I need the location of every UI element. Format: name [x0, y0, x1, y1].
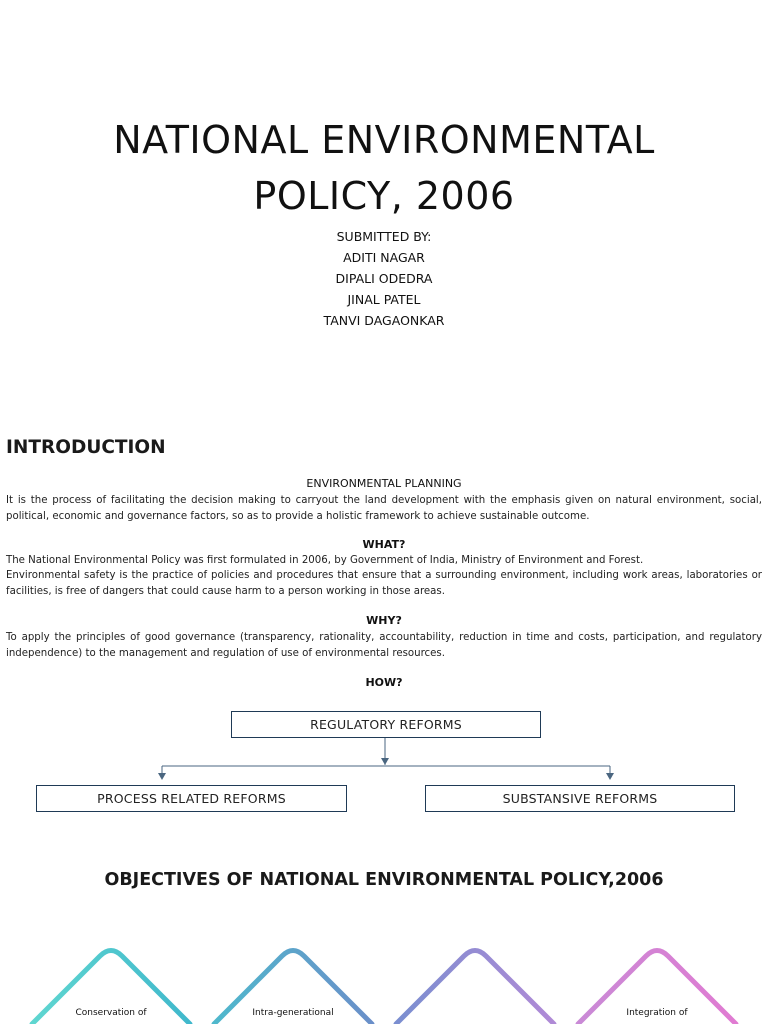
main-title-line1: NATIONAL ENVIRONMENTAL	[113, 118, 655, 162]
env-planning-heading: ENVIRONMENTAL PLANNING	[306, 477, 462, 490]
what-heading: WHAT?	[362, 538, 406, 551]
how-heading: HOW?	[365, 676, 403, 689]
what-text-2: Environmental safety is the practice of policies and procedures that ensure that a surrounding environment, including work areas, laboratories or facilities, is free of dangers that could cause harm to a person working in those areas.	[6, 570, 762, 597]
author-name: TANVI DAGAONKAR	[323, 313, 445, 328]
regulatory-reforms-label: REGULATORY REFORMS	[310, 717, 462, 732]
author-name: DIPALI ODEDRA	[335, 271, 433, 286]
main-title-line2: POLICY, 2006	[253, 174, 515, 218]
objectives-heading: OBJECTIVES OF NATIONAL ENVIRONMENTAL POLICY,2006	[104, 870, 664, 890]
objective-label: Conservation of	[75, 1008, 147, 1018]
objective-label: Intra-generational	[252, 1008, 334, 1018]
objective-diamond	[396, 951, 554, 1024]
process-reforms-box	[36, 785, 347, 812]
authors-block	[0, 226, 768, 331]
why-heading: WHY?	[366, 614, 402, 627]
what-text-1: The National Environmental Policy was first formulated in 2006, by Government of India, Ministry of Environment and Forest.	[6, 555, 644, 566]
main-title	[0, 112, 768, 224]
regulatory-reforms-box	[231, 711, 541, 738]
process-reforms-label: PROCESS RELATED REFORMS	[97, 791, 286, 806]
intro-heading: INTRODUCTION	[6, 437, 166, 458]
author-name: JINAL PATEL	[347, 292, 421, 307]
author-name: ADITI NAGAR	[343, 250, 425, 265]
objective-label: Integration of	[626, 1008, 688, 1018]
substansive-reforms-box	[425, 785, 735, 812]
title-slide	[0, 0, 768, 410]
why-text: To apply the principles of good governance (transparency, rationality, accountability, reduction in time and costs, participation, and regulatory independence) to the management and regulation of use of environmental resources.	[6, 632, 762, 659]
submitted-by-label: SUBMITTED BY:	[336, 229, 432, 244]
env-planning-text: It is the process of facilitating the decision making to carryout the land development with the emphasis given on natural environment, social, political, economic and governance factors, so as to provide a holistic framework to achieve sustainable outcome.	[6, 495, 762, 522]
substansive-reforms-label: SUBSTANSIVE REFORMS	[502, 791, 658, 806]
